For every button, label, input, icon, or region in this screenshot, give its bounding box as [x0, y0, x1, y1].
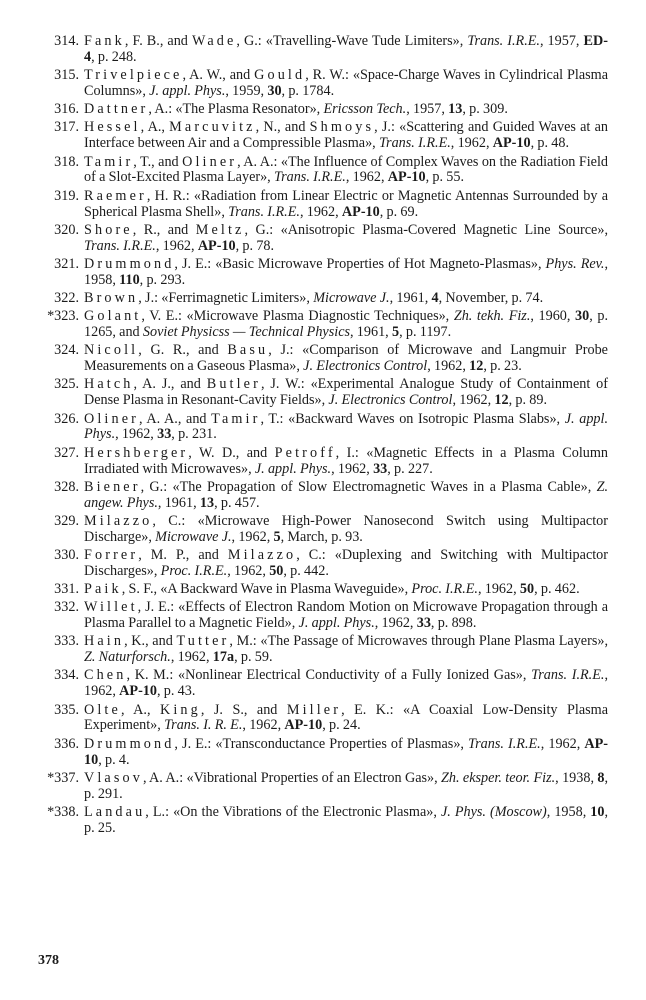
journal-title: Zh. eksper. teor. Fiz.	[441, 769, 556, 786]
reference-text: , p. 231.	[171, 426, 217, 443]
author-name: Landau	[84, 803, 146, 820]
reference-text: , p. 25.	[84, 803, 609, 836]
volume-number: 30	[267, 83, 282, 100]
reference-text: , 1962,	[331, 460, 374, 477]
reference-entry	[0, 102, 646, 118]
journal-title: Trans. I.R.E.	[228, 203, 300, 220]
author-name: Hatch	[84, 376, 134, 393]
reference-text: , 1961,	[389, 289, 432, 306]
journal-title: Trans. I.R.E.	[84, 237, 156, 254]
reference-text: , R. W.: «Space-Charge Waves in Cylindrical Plasma Columns»,	[84, 67, 608, 100]
reference-number: *323.	[47, 308, 79, 325]
volume-number: 110	[119, 271, 140, 288]
journal-title: Z. Naturforsch.	[84, 649, 171, 666]
volume-number: 5	[391, 324, 400, 341]
reference-text: , A.,	[140, 119, 170, 136]
reference-entry	[0, 257, 646, 289]
reference-number: 318.	[54, 153, 79, 170]
reference-text: , p. 43.	[157, 683, 196, 700]
reference-text: , 1962,	[540, 735, 585, 752]
author-name: Paik	[84, 581, 122, 598]
reference-number: 327.	[54, 444, 79, 461]
reference-text: , 1962,	[155, 237, 198, 254]
reference-number: *337.	[47, 769, 79, 786]
reference-text: , March, p. 93.	[280, 528, 363, 545]
volume-number: 12	[494, 392, 509, 409]
journal-title: Phys. Rev.	[545, 255, 605, 272]
reference-text: , T.: «Backward Waves on Isotropic Plasma Slabs»,	[260, 410, 565, 427]
reference-number: 314.	[54, 33, 79, 49]
reference-text: , S. F., «A Backward Wave in Plasma Waveguide»,	[121, 581, 412, 598]
volume-number: AP-10	[341, 203, 380, 220]
reference-text: , T., and	[133, 153, 183, 170]
journal-title: Soviet Physicss — Technical Physics	[142, 324, 351, 341]
reference-text: , J.: «Ferrimagnetic Limiters»,	[138, 289, 314, 306]
journal-title: Zh. tekh. Fiz.	[453, 308, 531, 325]
reference-text: , p. 462.	[534, 581, 580, 598]
reference-number: 316.	[54, 101, 79, 118]
reference-number: 315.	[54, 67, 79, 84]
volume-number: AP-10	[119, 683, 157, 700]
reference-text: , November, p. 74.	[438, 289, 544, 306]
volume-number: 30	[575, 308, 590, 325]
reference-text: , p. 78.	[235, 237, 275, 254]
reference-number: 332.	[54, 599, 79, 616]
author-name: Fank	[84, 33, 125, 49]
reference-text: , 1962,	[84, 667, 608, 700]
author-name: Milazzo	[84, 512, 153, 529]
author-name: Chen	[84, 667, 127, 684]
reference-text: , 1962,	[170, 649, 213, 666]
reference-text: , 1962,	[242, 717, 285, 734]
reference-text: , J. S., and	[200, 701, 287, 718]
journal-title: Trans. I.R.E.	[531, 667, 605, 684]
reference-text: , J.: «Scattering and Guided Waves at an Interface between Air and a Compressible Plasma»,	[84, 119, 608, 152]
reference-text: , J. W.: «Experimental Analogue Study of Containment of Dense Plasma in Resonant-Cavity Fields»,	[84, 376, 608, 409]
journal-title: Proc. I.R.E.	[411, 581, 478, 598]
reference-text: , M. P., and	[138, 546, 228, 563]
reference-text: , A. A., and	[139, 410, 212, 427]
author-name: Vlasov	[84, 769, 143, 786]
reference-text: , p. 293.	[139, 271, 186, 288]
reference-list	[0, 34, 646, 839]
reference-text: , M.: «The Passage of Microwaves through Plane Plasma Layers»,	[229, 633, 608, 650]
reference-text: , 1962,	[227, 562, 270, 579]
author-name: Nicoll	[84, 342, 139, 359]
volume-number: 10	[590, 803, 605, 820]
reference-text: , F. B., and	[124, 33, 192, 49]
author-name: Hessel	[84, 119, 141, 136]
reference-entry	[0, 548, 646, 580]
reference-number: 321.	[54, 255, 79, 272]
reference-text: , A. W., and	[182, 67, 255, 84]
journal-title: Trans. I.R.E.	[273, 169, 346, 186]
journal-title: Trans. I. R. E.	[164, 717, 243, 734]
reference-text: , 1958,	[546, 803, 591, 820]
author-name: Milazzo	[227, 546, 297, 563]
author-name: Miller	[286, 701, 342, 718]
reference-entry	[0, 223, 646, 255]
reference-text: , L.: «On the Vibrations of the Electronic Plasma»,	[145, 803, 441, 820]
reference-text: , 1962,	[477, 581, 520, 598]
reference-text: , C.: «Duplexing and Switching with Multipactor Discharges»,	[84, 546, 609, 579]
author-name: Drummond	[84, 735, 175, 752]
journal-title: Trans. I.R.E.	[378, 135, 451, 152]
reference-text: , p. 89.	[508, 392, 548, 409]
journal-title: J. Phys. (Moscow)	[440, 803, 547, 820]
author-name: Brown	[84, 289, 139, 306]
author-name: Oliner	[182, 153, 238, 170]
reference-number: 320.	[54, 221, 79, 238]
volume-number: AP-10	[387, 169, 426, 186]
author-name: Drummond	[84, 255, 175, 272]
reference-text: , 1962,	[427, 358, 470, 375]
author-name: Oliner	[84, 410, 139, 427]
reference-text: , I.: «Magnetic Effects in a Plasma Column Irradiated with Microwaves»,	[84, 444, 608, 477]
reference-number: 331.	[54, 581, 79, 598]
reference-text: , J. E.: «Transconductance Properties of Plasmas»,	[174, 735, 469, 752]
reference-text: , p. 59.	[234, 649, 273, 666]
reference-text: , 1962,	[452, 392, 495, 409]
author-name: Marcuvitz	[169, 119, 256, 136]
reference-entry	[0, 343, 646, 375]
reference-number: 335.	[54, 701, 79, 718]
author-name: Shmoys	[309, 119, 375, 136]
volume-number: 33	[373, 460, 388, 477]
journal-title: Trans. I.R.E.	[468, 735, 541, 752]
journal-title: J. appl. Phys.	[149, 83, 226, 100]
volume-number: 33	[416, 615, 431, 632]
journal-title: J. Electronics Control	[328, 392, 453, 409]
reference-number: 322.	[54, 289, 79, 306]
volume-number: 50	[269, 562, 284, 579]
reference-entry	[0, 771, 646, 803]
volume-number: AP-10	[84, 735, 608, 768]
reference-entry	[0, 309, 646, 341]
reference-entry	[0, 668, 646, 700]
author-name: Hershberger	[84, 444, 189, 461]
reference-number: 328.	[54, 478, 79, 495]
reference-text: , 1962,	[231, 528, 274, 545]
reference-entry	[0, 737, 646, 769]
reference-text: , p. 227.	[387, 460, 433, 477]
reference-text: , W. D., and	[188, 444, 275, 461]
reference-text: , 1962,	[115, 426, 158, 443]
author-name: Gould	[254, 67, 306, 84]
reference-text: , 1961,	[350, 324, 392, 341]
reference-entry	[0, 291, 646, 307]
reference-text: , 1958,	[84, 255, 608, 288]
reference-text: , G.: «Anisotropic Plasma-Covered Magnetic Line Source»,	[244, 221, 608, 238]
journal-title: J. appl. Phys.	[298, 615, 375, 632]
reference-text: , p. 1784.	[281, 83, 335, 100]
reference-text: , 1957,	[406, 101, 449, 118]
reference-entry	[0, 600, 646, 632]
volume-number: ED-4	[84, 33, 608, 65]
reference-text: , p. 442.	[283, 562, 329, 579]
reference-number: 336.	[54, 735, 79, 752]
reference-text: , p. 4.	[98, 751, 130, 768]
journal-title: Proc. I.R.E.	[160, 562, 228, 579]
author-name: Olte	[84, 701, 121, 718]
reference-text: , p. 55.	[425, 169, 465, 186]
reference-entry	[0, 377, 646, 409]
reference-number: 333.	[54, 633, 79, 650]
reference-text: , G.: «Travelling-Wave Tude Limiters»,	[236, 33, 468, 49]
author-name: Hain	[84, 633, 125, 650]
reference-text: , 1960,	[530, 308, 576, 325]
reference-text: , p. 309.	[462, 101, 508, 118]
reference-entry	[0, 514, 646, 546]
reference-entry	[0, 120, 646, 152]
reference-text: , K., and	[124, 633, 177, 650]
reference-number: 319.	[54, 187, 79, 204]
reference-text: , A.: «The Plasma Resonator»,	[148, 101, 324, 118]
reference-number: 325.	[54, 376, 79, 393]
volume-number: 50	[519, 581, 535, 598]
volume-number: 12	[469, 358, 484, 375]
reference-entry	[0, 68, 646, 100]
reference-entry	[0, 634, 646, 666]
reference-text: , A. A.: «The Influence of Complex Waves on the Radiation Field of a Slot-Excited Plasma Layer»,	[84, 153, 608, 186]
author-name: Butler	[206, 376, 261, 393]
reference-text: , 1938,	[555, 769, 598, 786]
reference-entry	[0, 446, 646, 478]
reference-entry	[0, 412, 646, 444]
volume-number: 33	[157, 426, 172, 443]
author-name: Shore	[84, 221, 133, 238]
reference-text: , p. 457.	[214, 494, 260, 511]
reference-text: , A.,	[120, 701, 160, 718]
reference-text: , K. M.: «Nonlinear Electrical Conductivity of a Fully Ionized Gas»,	[126, 667, 532, 684]
reference-entry	[0, 34, 646, 66]
volume-number: 5	[273, 528, 281, 545]
reference-text: , 1962,	[299, 203, 342, 220]
journal-title: J. appl. Phys.	[254, 460, 332, 477]
reference-text: , 1957,	[539, 33, 584, 49]
reference-text: , p. 69.	[379, 203, 419, 220]
reference-entry	[0, 703, 646, 735]
reference-text: , A. J., and	[133, 376, 207, 393]
volume-number: 13	[199, 494, 215, 511]
reference-text: , J. E.: «Effects of Electron Random Motion on Microwave Propagation through a Plasma Parallel to a Magnetic Field»,	[84, 599, 608, 632]
reference-text: , N., and	[255, 119, 310, 136]
author-name: King	[160, 701, 201, 718]
author-name: Raemer	[84, 187, 147, 204]
author-name: Dattner	[84, 101, 149, 118]
reference-text: , C.: «Microwave High-Power Nanosecond Switch using Multipactor Discharge»,	[84, 512, 608, 545]
reference-text: , 1962,	[450, 135, 493, 152]
reference-text: , 1961,	[157, 494, 200, 511]
reference-text: , 1962,	[374, 615, 417, 632]
reference-entry	[0, 155, 646, 187]
journal-title: Trans. I.R.E.	[467, 33, 540, 49]
author-name: Tutter	[176, 633, 230, 650]
journal-title: J. appl. Phys.	[84, 410, 609, 443]
author-name: Willet	[84, 599, 138, 616]
reference-text: , G. R., and	[138, 342, 228, 359]
author-name: Wade	[191, 33, 237, 49]
reference-text: , 1959,	[225, 83, 268, 100]
reference-entry	[0, 582, 646, 598]
reference-number: 324.	[54, 342, 79, 359]
reference-text: , p. 1265, and	[84, 308, 608, 341]
reference-text: , p. 248.	[91, 48, 137, 65]
reference-text: , p. 24.	[322, 717, 361, 734]
volume-number: AP-10	[197, 237, 236, 254]
reference-text: , E. K.: «A Coaxial Low-Density Plasma Experiment»,	[84, 701, 608, 734]
reference-number: 334.	[54, 667, 79, 684]
reference-text: , J.: «Comparison of Microwave and Langmuir Probe Measurements on a Gaseous Plasma»,	[84, 342, 608, 375]
volume-number: 17a	[212, 649, 235, 666]
reference-text: , p. 48.	[530, 135, 570, 152]
author-name: Biener	[84, 478, 141, 495]
reference-entry	[0, 805, 646, 837]
volume-number: 8	[597, 769, 605, 786]
reference-text: , G.: «The Propagation of Slow Electromagnetic Waves in a Plasma Cable»,	[140, 478, 597, 495]
journal-title: Microwave J.	[313, 289, 390, 306]
reference-text: , A. A.: «Vibrational Properties of an Electron Gas»,	[142, 769, 442, 786]
page-number: 378	[38, 953, 59, 968]
reference-entry	[0, 480, 646, 512]
author-name: Tamir	[84, 153, 134, 170]
reference-text: , V. E.: «Microwave Plasma Diagnostic Techniques»,	[141, 308, 454, 325]
reference-text: , p. 23.	[483, 358, 522, 375]
reference-number: 329.	[54, 512, 79, 529]
reference-text: , 1962,	[345, 169, 388, 186]
author-name: Trivelpiece	[84, 67, 183, 84]
reference-entry	[0, 189, 646, 221]
volume-number: 13	[448, 101, 463, 118]
volume-number: AP-10	[284, 717, 323, 734]
reference-number: 330.	[54, 546, 79, 563]
author-name: Petroff	[274, 444, 336, 461]
reference-text: , R., and	[132, 221, 196, 238]
journal-title: Ericsson Tech.	[323, 101, 407, 118]
journal-title: Z. angew. Phys.	[84, 478, 608, 511]
reference-text: , p. 291.	[84, 769, 608, 802]
author-name: Forrer	[84, 546, 139, 563]
journal-title: J. Electronics Control	[303, 358, 428, 375]
reference-number: 326.	[54, 410, 79, 427]
reference-text: , p. 1197.	[399, 324, 452, 341]
volume-number: AP-10	[492, 135, 531, 152]
author-name: Basu	[227, 342, 269, 359]
reference-number: *338.	[47, 803, 79, 820]
author-name: Golant	[84, 308, 142, 325]
reference-text: , p. 898.	[430, 615, 477, 632]
author-name: Meltz	[195, 221, 245, 238]
author-name: Tamir	[211, 410, 261, 427]
reference-text: , H. R.: «Radiation from Linear Electric or Magnetic Antennas Surrounded by a Spherical Plasma Shell»,	[84, 187, 608, 220]
reference-text: , J. E.: «Basic Microwave Properties of Hot Magneto-Plasmas»,	[174, 255, 546, 272]
reference-number: 317.	[54, 119, 79, 136]
journal-title: Microwave J.	[155, 528, 232, 545]
volume-number: 4	[431, 289, 439, 306]
